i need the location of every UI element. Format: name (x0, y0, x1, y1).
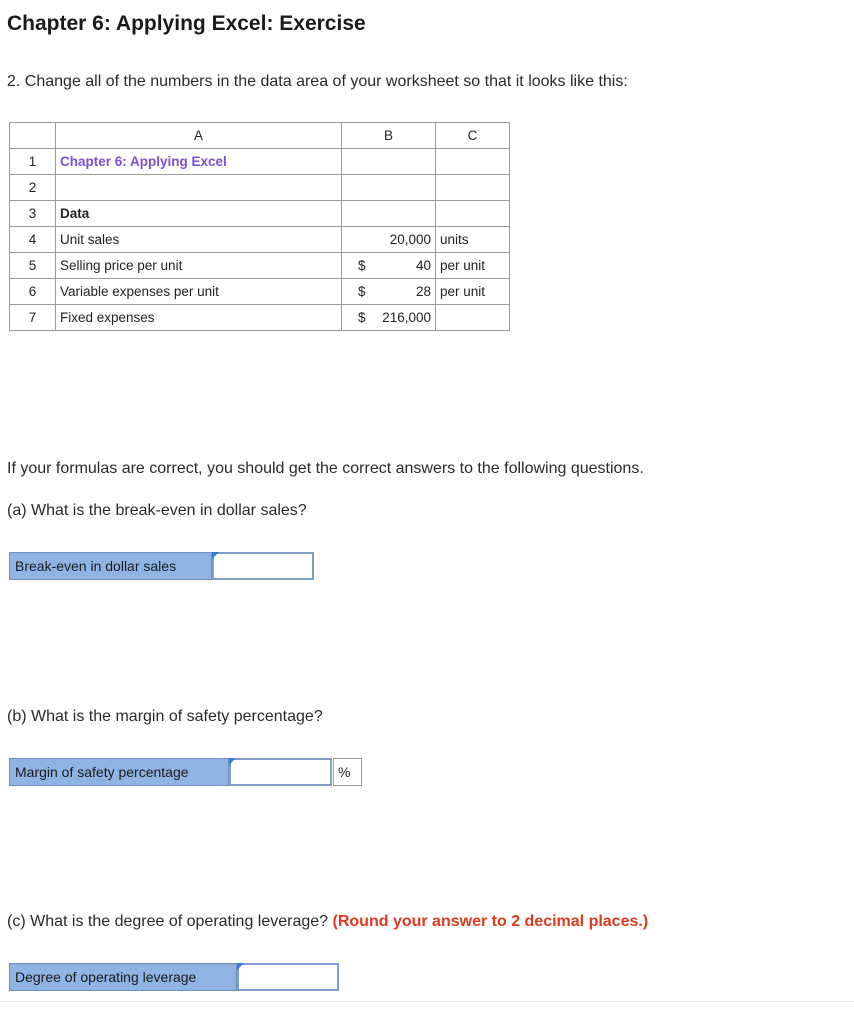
table-row (10, 279, 510, 305)
currency-symbol: $ (358, 310, 366, 325)
operating-leverage-input[interactable] (237, 963, 339, 991)
break-even-label: Break-even in dollar sales (9, 552, 212, 580)
cell-c5: per unit (436, 253, 510, 279)
worksheet-table (9, 122, 510, 331)
column-header-a: A (56, 123, 342, 149)
input-marker-icon (229, 758, 236, 765)
answer-row-b (9, 758, 362, 786)
cell-value: 40 (415, 258, 431, 273)
cell-a5: Selling price per unit (56, 253, 342, 279)
footer-divider (0, 1001, 854, 1002)
cell-a3: Data (56, 201, 342, 227)
margin-of-safety-label: Margin of safety percentage (9, 758, 229, 786)
rounding-instruction: (Round your answer to 2 decimal places.) (332, 913, 649, 930)
cell-value: 28 (415, 284, 431, 299)
followup-instruction: If your formulas are correct, you should get the correct answers to the following questions. (7, 460, 644, 477)
table-row (10, 201, 510, 227)
cell-c3 (436, 201, 510, 227)
table-row (10, 227, 510, 253)
cell-b1 (342, 149, 436, 175)
margin-of-safety-input-wrap (229, 758, 332, 786)
table-row (10, 149, 510, 175)
currency-symbol: $ (358, 258, 366, 273)
column-header-row (10, 123, 510, 149)
table-row (10, 305, 510, 331)
corner-cell (10, 123, 56, 149)
row-number: 3 (10, 201, 56, 227)
answer-row-c (9, 963, 339, 991)
cell-a1: Chapter 6: Applying Excel (56, 149, 342, 175)
operating-leverage-input-wrap (237, 963, 339, 991)
cell-c4: units (436, 227, 510, 253)
row-number: 5 (10, 253, 56, 279)
cell-b4: 20,000 (342, 227, 436, 253)
exercise-instruction: 2. Change all of the numbers in the data area of your worksheet so that it looks like this: (7, 73, 628, 90)
question-a: (a) What is the break-even in dollar sales? (7, 502, 307, 519)
input-marker-icon (212, 552, 219, 559)
question-c (7, 913, 648, 931)
break-even-input[interactable] (212, 552, 314, 580)
percent-unit: % (333, 758, 362, 786)
column-header-c: C (436, 123, 510, 149)
break-even-input-wrap (212, 552, 314, 580)
table-row (10, 175, 510, 201)
operating-leverage-label: Degree of operating leverage (9, 963, 237, 991)
cell-b7 (342, 305, 436, 331)
cell-b5 (342, 253, 436, 279)
cell-a4: Unit sales (56, 227, 342, 253)
row-number: 2 (10, 175, 56, 201)
cell-c6: per unit (436, 279, 510, 305)
cell-b6 (342, 279, 436, 305)
cell-b2 (342, 175, 436, 201)
answer-row-a (9, 552, 314, 580)
table-row (10, 253, 510, 279)
row-number: 4 (10, 227, 56, 253)
cell-c2 (436, 175, 510, 201)
margin-of-safety-input[interactable] (229, 758, 332, 786)
row-number: 1 (10, 149, 56, 175)
cell-a7: Fixed expenses (56, 305, 342, 331)
cell-a6: Variable expenses per unit (56, 279, 342, 305)
cell-value: 216,000 (382, 310, 431, 325)
row-number: 7 (10, 305, 56, 331)
question-b: (b) What is the margin of safety percentage? (7, 708, 323, 725)
currency-symbol: $ (358, 284, 366, 299)
question-c-text: (c) What is the degree of operating leverage? (7, 913, 333, 930)
cell-a2 (56, 175, 342, 201)
input-marker-icon (237, 963, 244, 970)
column-header-b: B (342, 123, 436, 149)
cell-b3 (342, 201, 436, 227)
cell-c1 (436, 149, 510, 175)
cell-c7 (436, 305, 510, 331)
page-title: Chapter 6: Applying Excel: Exercise (7, 12, 366, 35)
row-number: 6 (10, 279, 56, 305)
